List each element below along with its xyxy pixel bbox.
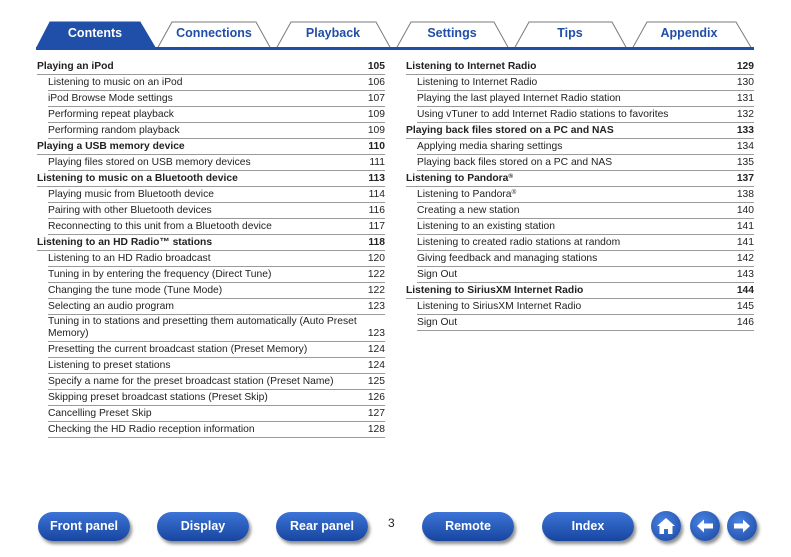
toc-entry[interactable]: [48, 155, 385, 171]
tab-tips[interactable]: Tips: [557, 26, 583, 40]
front-panel-button[interactable]: Front panel: [38, 512, 130, 541]
toc-entry-page: 129: [736, 60, 754, 72]
toc-entry-page: 123: [367, 327, 385, 339]
toc-entry-title: Pairing with other Bluetooth devices: [48, 204, 212, 216]
toc-entry-page: 120: [367, 252, 385, 264]
toc-entry[interactable]: [417, 155, 754, 171]
toc-entry-page: 134: [736, 140, 754, 152]
toc-entry-title: Playing back files stored on a PC and NAS: [417, 156, 613, 168]
forward-button[interactable]: [727, 511, 757, 541]
toc-entry-title: Playing the last played Internet Radio station: [417, 92, 621, 104]
toc-entry-title: Sign Out: [417, 316, 458, 328]
toc-entry[interactable]: [417, 91, 754, 107]
toc-entry[interactable]: [417, 75, 754, 91]
toc-section-entry[interactable]: [406, 59, 754, 75]
toc-entry-page: 142: [736, 252, 754, 264]
toc-entry-title: Performing random playback: [48, 124, 180, 136]
toc-entry-page: 106: [367, 76, 385, 88]
toc-entry-page: 105: [367, 60, 385, 72]
toc-entry-page: 124: [367, 359, 385, 371]
toc-entry-page: 143: [736, 268, 754, 280]
toc-entry-title: Applying media sharing settings: [417, 140, 563, 152]
toc-entry[interactable]: [417, 139, 754, 155]
toc-section-entry[interactable]: [406, 171, 754, 187]
toc-entry-page: 138: [736, 188, 754, 200]
toc-entry-title: Presetting the current broadcast station (Preset Memory): [48, 343, 308, 355]
toc-entry-page: 107: [367, 92, 385, 104]
toc-entry[interactable]: [417, 219, 754, 235]
toc-entry-page: 125: [367, 375, 385, 387]
back-button[interactable]: [690, 511, 720, 541]
toc-entry-page: 137: [736, 172, 754, 184]
toc-entry-title: Specify a name for the preset broadcast station (Preset Name): [48, 375, 334, 387]
toc-entry-title: Playing music from Bluetooth device: [48, 188, 214, 200]
toc-entry-title: Listening to an HD Radio™ stations: [37, 236, 213, 248]
toc-entry-page: 122: [367, 268, 385, 280]
toc-entry[interactable]: [48, 358, 385, 374]
arrow-right-icon: [727, 511, 757, 541]
toc-entry-page: 118: [368, 236, 385, 248]
toc-entry-title: Listening to Pandora®: [417, 188, 517, 200]
toc-entry-page: 141: [736, 236, 754, 248]
toc-entry[interactable]: [417, 187, 754, 203]
registered-mark: ®: [511, 188, 517, 196]
toc-entry-title: Giving feedback and managing stations: [417, 252, 598, 264]
toc-entry[interactable]: [48, 251, 385, 267]
toc-entry-title: Listening to Internet Radio: [406, 60, 537, 72]
tab-appendix[interactable]: Appendix: [660, 26, 718, 40]
toc-entry-title: Tuning in by entering the frequency (Direct Tune): [48, 268, 272, 280]
toc-entry-page: 113: [368, 172, 385, 184]
toc-section-entry[interactable]: [37, 139, 385, 155]
home-icon: [651, 511, 681, 541]
toc-entry-page: 114: [368, 188, 385, 200]
display-button[interactable]: Display: [157, 512, 249, 541]
toc-section-entry[interactable]: [37, 235, 385, 251]
toc-left-column: [37, 59, 385, 438]
toc-entry-page: 130: [736, 76, 754, 88]
toc-right-column: [406, 59, 754, 331]
toc-entry-title: Listening to created radio stations at random: [417, 236, 621, 248]
toc-entry[interactable]: [417, 315, 754, 331]
toc-entry-page: 126: [367, 391, 385, 403]
toc-entry-title: Checking the HD Radio reception information: [48, 423, 255, 435]
toc-entry-title: Sign Out: [417, 268, 458, 280]
toc-entry-title: Listening to Pandora®: [406, 172, 514, 184]
index-button[interactable]: Index: [542, 512, 634, 541]
toc-entry-page: 146: [736, 316, 754, 328]
toc-entry-page: 128: [367, 423, 385, 435]
toc-entry-title: Listening to an existing station: [417, 220, 555, 232]
toc-entry[interactable]: [48, 406, 385, 422]
toc-entry-title: Listening to an HD Radio broadcast: [48, 252, 211, 264]
toc-entry-page: 110: [368, 140, 385, 152]
toc-entry[interactable]: [48, 123, 385, 139]
toc-entry-page: 124: [367, 343, 385, 355]
toc-entry[interactable]: [48, 299, 385, 315]
toc-entry-page: 111: [369, 156, 385, 168]
toc-section-entry[interactable]: [406, 123, 754, 139]
toc-entry-title: Listening to music on an iPod: [48, 76, 183, 88]
rear-panel-button[interactable]: Rear panel: [276, 512, 368, 541]
toc-entry[interactable]: [48, 203, 385, 219]
toc-entry[interactable]: [48, 374, 385, 390]
toc-entry[interactable]: [48, 267, 385, 283]
toc-entry[interactable]: [48, 107, 385, 123]
toc-entry-page: 117: [368, 220, 385, 232]
toc-entry-page: 123: [367, 300, 385, 312]
page-number: 3: [388, 516, 395, 530]
toc-entry[interactable]: [417, 235, 754, 251]
toc-entry-page: 144: [736, 284, 754, 296]
toc-entry-title: Listening to music on a Bluetooth device: [37, 172, 238, 184]
toc-entry-title: Reconnecting to this unit from a Bluetooth device: [48, 220, 272, 232]
toc-entry-title: Listening to Internet Radio: [417, 76, 538, 88]
toc-entry-page: 140: [736, 204, 754, 216]
toc-entry[interactable]: [48, 187, 385, 203]
toc-entry-title: Playing an iPod: [37, 60, 114, 72]
toc-entry[interactable]: [48, 390, 385, 406]
toc-section-entry[interactable]: [37, 171, 385, 187]
toc-entry-page: 131: [736, 92, 754, 104]
toc-entry-title: Listening to preset stations: [48, 359, 171, 371]
toc-entry-page: 135: [736, 156, 754, 168]
toc-entry-title: Skipping preset broadcast stations (Preset Skip): [48, 391, 268, 403]
toc-entry[interactable]: [48, 342, 385, 358]
toc-entry-title: Tuning in to stations and presetting them automatically (Auto Preset Memory): [48, 315, 357, 339]
toc-entry[interactable]: [417, 203, 754, 219]
toc-entry-title: Listening to SiriusXM Internet Radio: [406, 284, 584, 296]
tab-settings[interactable]: Settings: [427, 26, 477, 40]
toc-entry[interactable]: [48, 75, 385, 91]
tab-contents[interactable]: Contents: [67, 26, 123, 40]
home-button[interactable]: [651, 511, 681, 541]
toc-section-entry[interactable]: [37, 59, 385, 75]
arrow-left-icon: [690, 511, 720, 541]
toc-entry-page: 109: [367, 124, 385, 136]
tab-playback[interactable]: Playback: [305, 26, 361, 40]
toc-entry-title: Playing a USB memory device: [37, 140, 185, 152]
toc-entry-page: 127: [367, 407, 385, 419]
toc-entry[interactable]: [48, 422, 385, 438]
toc-entry-title: Playing back files stored on a PC and NAS: [406, 124, 614, 136]
toc-entry[interactable]: [48, 91, 385, 107]
tab-connections[interactable]: Connections: [176, 26, 252, 40]
toc-entry-title: Cancelling Preset Skip: [48, 407, 152, 419]
tab-bar: [36, 20, 754, 50]
toc-entry-page: 109: [367, 108, 385, 120]
toc-entry[interactable]: [417, 267, 754, 283]
toc-entry-page: 133: [736, 124, 754, 136]
toc-entry-page: 145: [736, 300, 754, 312]
toc-entry-title: Listening to SiriusXM Internet Radio: [417, 300, 582, 312]
toc-section-entry[interactable]: [406, 283, 754, 299]
toc-entry[interactable]: [417, 107, 754, 123]
toc-entry[interactable]: [417, 299, 754, 315]
tab-underline: [36, 47, 754, 50]
toc-entry-title: iPod Browse Mode settings: [48, 92, 173, 104]
toc-entry-title: Creating a new station: [417, 204, 520, 216]
toc-entry[interactable]: [417, 251, 754, 267]
toc-entry-title: Playing files stored on USB memory devices: [48, 156, 251, 168]
remote-button[interactable]: Remote: [422, 512, 514, 541]
toc-entry-title: Using vTuner to add Internet Radio stations to favorites: [417, 108, 669, 120]
toc-entry-title: Changing the tune mode (Tune Mode): [48, 284, 223, 296]
toc-entry[interactable]: [48, 219, 385, 235]
toc-entry[interactable]: [48, 283, 385, 299]
toc-entry-page: 132: [736, 108, 754, 120]
toc-entry-title: Selecting an audio program: [48, 300, 174, 312]
registered-mark: ®: [508, 172, 514, 180]
toc-entry[interactable]: [48, 315, 385, 342]
toc-entry-page: 141: [736, 220, 754, 232]
toc-entry-page: 122: [367, 284, 385, 296]
toc-entry-page: 116: [368, 204, 385, 216]
toc-entry-title: Performing repeat playback: [48, 108, 174, 120]
